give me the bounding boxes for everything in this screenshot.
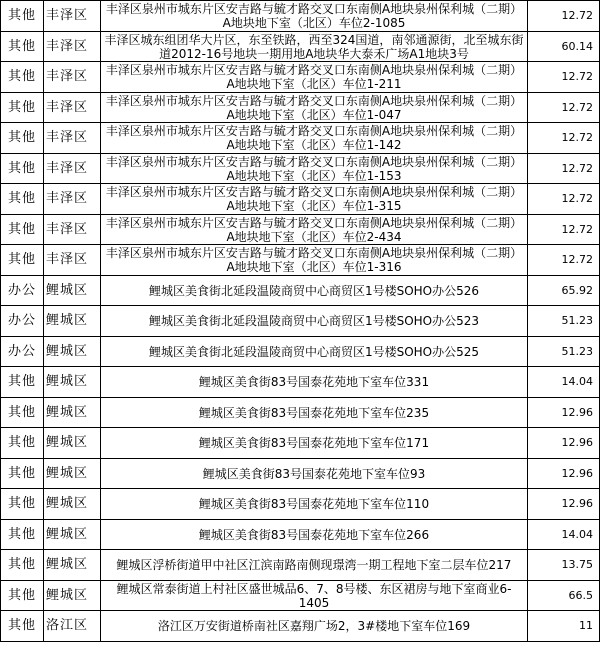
table-row [1,428,600,459]
type-cell: 其他 [1,154,44,184]
area-cell: 13.75 [528,550,600,581]
address-cell: 丰泽区泉州市城东片区安吉路与毓才路交叉口东南侧A地块泉州保利城（二期）A地块地下室（北区）车位1-142 [101,123,528,154]
address-cell: 丰泽区泉州市城东片区安吉路与毓才路交叉口东南侧A地块泉州保利城（二期）A地块地下室（北区）车位2-1085 [101,1,528,32]
address-cell: 鲤城区美食街83号国泰花苑地下室车位266 [101,520,528,550]
type-cell: 其他 [1,1,44,32]
address-cell: 鲤城区美食街83号国泰花苑地下室车位235 [101,398,528,428]
table-row [1,337,600,367]
address-cell: 丰泽区泉州市城东片区安吉路与毓才路交叉口东南侧A地块泉州保利城（二期）A地块地下室（北区）车位1-211 [101,62,528,93]
type-cell: 其他 [1,32,44,62]
area-cell: 12.96 [528,489,600,520]
type-cell: 办公 [1,276,44,306]
type-cell: 办公 [1,306,44,337]
district-cell: 丰泽区 [44,154,101,184]
area-cell: 12.72 [528,154,600,184]
type-cell: 其他 [1,62,44,93]
district-cell: 鲤城区 [44,459,101,489]
area-cell: 60.14 [528,32,600,62]
address-cell: 丰泽区泉州市城东片区安吉路与毓才路交叉口东南侧A地块泉州保利城（二期）A地块地下室（北区）车位1-316 [101,245,528,276]
address-cell: 鲤城区浮桥街道甲中社区江滨南路南侧现璟湾一期工程地下室二层车位217 [101,550,528,581]
address-cell: 鲤城区常泰街道上村社区盛世城品6、7、8号楼、东区裙房与地下室商业6-1405 [101,581,528,611]
area-cell: 12.72 [528,1,600,32]
table-row [1,276,600,306]
district-cell: 丰泽区 [44,32,101,62]
type-cell: 其他 [1,489,44,520]
type-cell: 其他 [1,520,44,550]
district-cell: 鲤城区 [44,337,101,367]
district-cell: 丰泽区 [44,93,101,123]
address-cell: 鲤城区美食街83号国泰花苑地下室车位171 [101,428,528,459]
type-cell: 其他 [1,581,44,611]
district-cell: 鲤城区 [44,550,101,581]
area-cell: 51.23 [528,306,600,337]
address-cell: 鲤城区美食街83号国泰花苑地下室车位110 [101,489,528,520]
district-cell: 鲤城区 [44,428,101,459]
area-cell: 12.72 [528,245,600,276]
address-cell: 丰泽区泉州市城东片区安吉路与毓才路交叉口东南侧A地块泉州保利城（二期）A地块地下室（北区）车位2-434 [101,215,528,245]
area-cell: 12.72 [528,62,600,93]
table-row [1,32,600,62]
table-row [1,184,600,215]
table-row [1,459,600,489]
table-row [1,611,600,642]
type-cell: 其他 [1,93,44,123]
district-cell: 鲤城区 [44,276,101,306]
table-row [1,581,600,611]
area-cell: 51.23 [528,337,600,367]
area-cell: 66.5 [528,581,600,611]
district-cell: 丰泽区 [44,62,101,93]
district-cell: 丰泽区 [44,1,101,32]
district-cell: 鲤城区 [44,398,101,428]
type-cell: 其他 [1,398,44,428]
address-cell: 鲤城区美食街83号国泰花苑地下室车位331 [101,367,528,398]
district-cell: 鲤城区 [44,581,101,611]
table-row [1,154,600,184]
address-cell: 洛江区万安街道桥南社区嘉翔广场2，3#楼地下室车位169 [101,611,528,642]
area-cell: 11 [528,611,600,642]
table-row [1,398,600,428]
district-cell: 鲤城区 [44,520,101,550]
type-cell: 其他 [1,123,44,154]
district-cell: 鲤城区 [44,367,101,398]
area-cell: 12.96 [528,398,600,428]
address-cell: 鲤城区美食街北延段温陵商贸中心商贸区1号楼SOHO办公523 [101,306,528,337]
address-cell: 丰泽区泉州市城东片区安吉路与毓才路交叉口东南侧A地块泉州保利城（二期）A地块地下室（北区）车位1-315 [101,184,528,215]
table-row [1,1,600,32]
type-cell: 其他 [1,245,44,276]
address-cell: 鲤城区美食街83号国泰花苑地下室车位93 [101,459,528,489]
table-row [1,306,600,337]
district-cell: 鲤城区 [44,489,101,520]
table-row [1,245,600,276]
type-cell: 其他 [1,215,44,245]
type-cell: 其他 [1,184,44,215]
district-cell: 洛江区 [44,611,101,642]
district-cell: 鲤城区 [44,306,101,337]
type-cell: 其他 [1,550,44,581]
address-cell: 丰泽区泉州市城东片区安吉路与毓才路交叉口东南侧A地块泉州保利城（二期）A地块地下室（北区）车位1-047 [101,93,528,123]
table-row [1,215,600,245]
district-cell: 丰泽区 [44,245,101,276]
area-cell: 12.72 [528,93,600,123]
table-row [1,62,600,93]
area-cell: 14.04 [528,520,600,550]
address-cell: 丰泽区城东组团华大片区，东至铁路，西至324国道，南邻通源街，北至城东街道2012-16号地块一期用地A地块华大泰禾广场A1地块3号 [101,32,528,62]
table-row [1,93,600,123]
address-cell: 丰泽区泉州市城东片区安吉路与毓才路交叉口东南侧A地块泉州保利城（二期）A地块地下室（北区）车位1-153 [101,154,528,184]
area-cell: 12.72 [528,184,600,215]
area-cell: 12.72 [528,123,600,154]
district-cell: 丰泽区 [44,215,101,245]
table-row [1,489,600,520]
area-cell: 65.92 [528,276,600,306]
area-cell: 14.04 [528,367,600,398]
table-row [1,123,600,154]
type-cell: 其他 [1,611,44,642]
table-row [1,520,600,550]
type-cell: 其他 [1,428,44,459]
area-cell: 12.96 [528,428,600,459]
district-cell: 丰泽区 [44,123,101,154]
table-row [1,367,600,398]
table-row [1,550,600,581]
type-cell: 其他 [1,459,44,489]
address-cell: 鲤城区美食街北延段温陵商贸中心商贸区1号楼SOHO办公525 [101,337,528,367]
type-cell: 办公 [1,337,44,367]
district-cell: 丰泽区 [44,184,101,215]
area-cell: 12.72 [528,215,600,245]
type-cell: 其他 [1,367,44,398]
area-cell: 12.96 [528,459,600,489]
address-cell: 鲤城区美食街北延段温陵商贸中心商贸区1号楼SOHO办公526 [101,276,528,306]
